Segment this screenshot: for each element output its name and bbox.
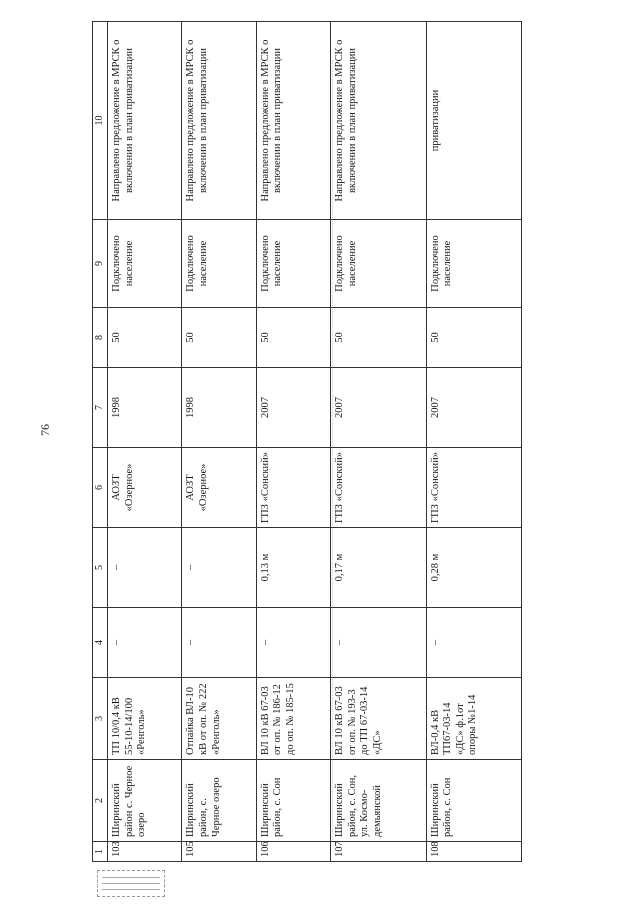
cell-owner: ГПЗ «Сонский»	[331, 448, 426, 528]
cell-length: 0,17 м	[331, 528, 426, 608]
header-cell: 3	[93, 678, 108, 760]
table-row	[108, 22, 182, 862]
cell-year: 1998	[108, 368, 182, 448]
privatization-table	[92, 21, 522, 862]
header-cell: 1	[93, 842, 108, 862]
cell-object: Отпайка ВЛ-10 кВ от оп. № 222 «Ренголь»	[182, 678, 256, 760]
cell-note: Направлено предложение в МРСК о включении в план приватизации	[108, 22, 182, 220]
cell-number: 107	[331, 842, 426, 862]
cell-location: Шиpинcкий район с. Черное озеро	[108, 760, 182, 842]
header-cell: 9	[93, 220, 108, 308]
cell-wear: 50	[256, 308, 330, 368]
cell-location: Ширинский район, с. Черное озеро	[182, 760, 256, 842]
stamp-line	[102, 883, 160, 884]
cell-length: 0,13 м	[256, 528, 330, 608]
cell-note: Направлено предложение в МРСК о включении в план приватизации	[331, 22, 426, 220]
cell-note: приватизации	[426, 22, 521, 220]
header-cell: 5	[93, 528, 108, 608]
cell-col4: –	[256, 608, 330, 678]
cell-owner: АОЗТ «Озерное»	[182, 448, 256, 528]
cell-col4: –	[331, 608, 426, 678]
cell-length: –	[182, 528, 256, 608]
cell-status: Подключено население	[182, 220, 256, 308]
cell-location: Ширинский район, с. Сон	[256, 760, 330, 842]
header-cell: 6	[93, 448, 108, 528]
table-row	[256, 22, 330, 862]
cell-owner: АОЗТ «Озерное»	[108, 448, 182, 528]
header-cell: 8	[93, 308, 108, 368]
stamp-line	[102, 889, 160, 890]
header-row	[93, 22, 108, 862]
stamp-line	[102, 877, 160, 878]
cell-status: Подключено население	[426, 220, 521, 308]
cell-status: Подключено население	[256, 220, 330, 308]
cell-object: ТП 10/0,4 кВ 55-10-14/100 «Ренголь»	[108, 678, 182, 760]
cell-year: 2007	[256, 368, 330, 448]
header-cell: 4	[93, 608, 108, 678]
table-row	[331, 22, 426, 862]
cell-wear: 50	[426, 308, 521, 368]
table-row	[182, 22, 256, 862]
stamp-mark	[97, 870, 165, 897]
cell-wear: 50	[182, 308, 256, 368]
cell-wear: 50	[108, 308, 182, 368]
cell-location: Ширинский район, с. Сон, ул. Космо-демьянской	[331, 760, 426, 842]
header-cell: 2	[93, 760, 108, 842]
cell-object: ВЛ 10 кВ 67-03 от оп. № 186-12 до оп. № 185-15	[256, 678, 330, 760]
cell-status: Подключено население	[331, 220, 426, 308]
cell-number: 105	[182, 842, 256, 862]
cell-col4: –	[108, 608, 182, 678]
cell-length: 0,28 м	[426, 528, 521, 608]
page-number: 76	[38, 424, 52, 436]
cell-wear: 50	[331, 308, 426, 368]
cell-number: 108	[426, 842, 521, 862]
cell-object: ВЛ-0,4 кВ ТП67-03-14 «ДС» ф.1от опоры №1-14	[426, 678, 521, 760]
cell-status: Подключено население	[108, 220, 182, 308]
table-row	[426, 22, 521, 862]
cell-number: 106	[256, 842, 330, 862]
header-cell: 10	[93, 22, 108, 220]
cell-owner: ГПЗ «Сонский»	[426, 448, 521, 528]
cell-length: –	[108, 528, 182, 608]
header-cell: 7	[93, 368, 108, 448]
cell-col4: –	[182, 608, 256, 678]
cell-year: 1998	[182, 368, 256, 448]
cell-col4: –	[426, 608, 521, 678]
cell-object: ВЛ 10 кВ 67-03 от оп. № 193-3 до ТП 67-03-14 «ДС»	[331, 678, 426, 760]
cell-year: 2007	[426, 368, 521, 448]
cell-note: Направлено предложение в МРСК о включении в план приватизации	[256, 22, 330, 220]
rotated-table-wrapper	[92, 22, 522, 862]
cell-owner: ГПЗ «Сонский»	[256, 448, 330, 528]
cell-note: Направлено предложение в МРСК о включении в план приватизации	[182, 22, 256, 220]
cell-number: 103	[108, 842, 182, 862]
cell-location: Ширинский район, с. Сон	[426, 760, 521, 842]
cell-year: 2007	[331, 368, 426, 448]
